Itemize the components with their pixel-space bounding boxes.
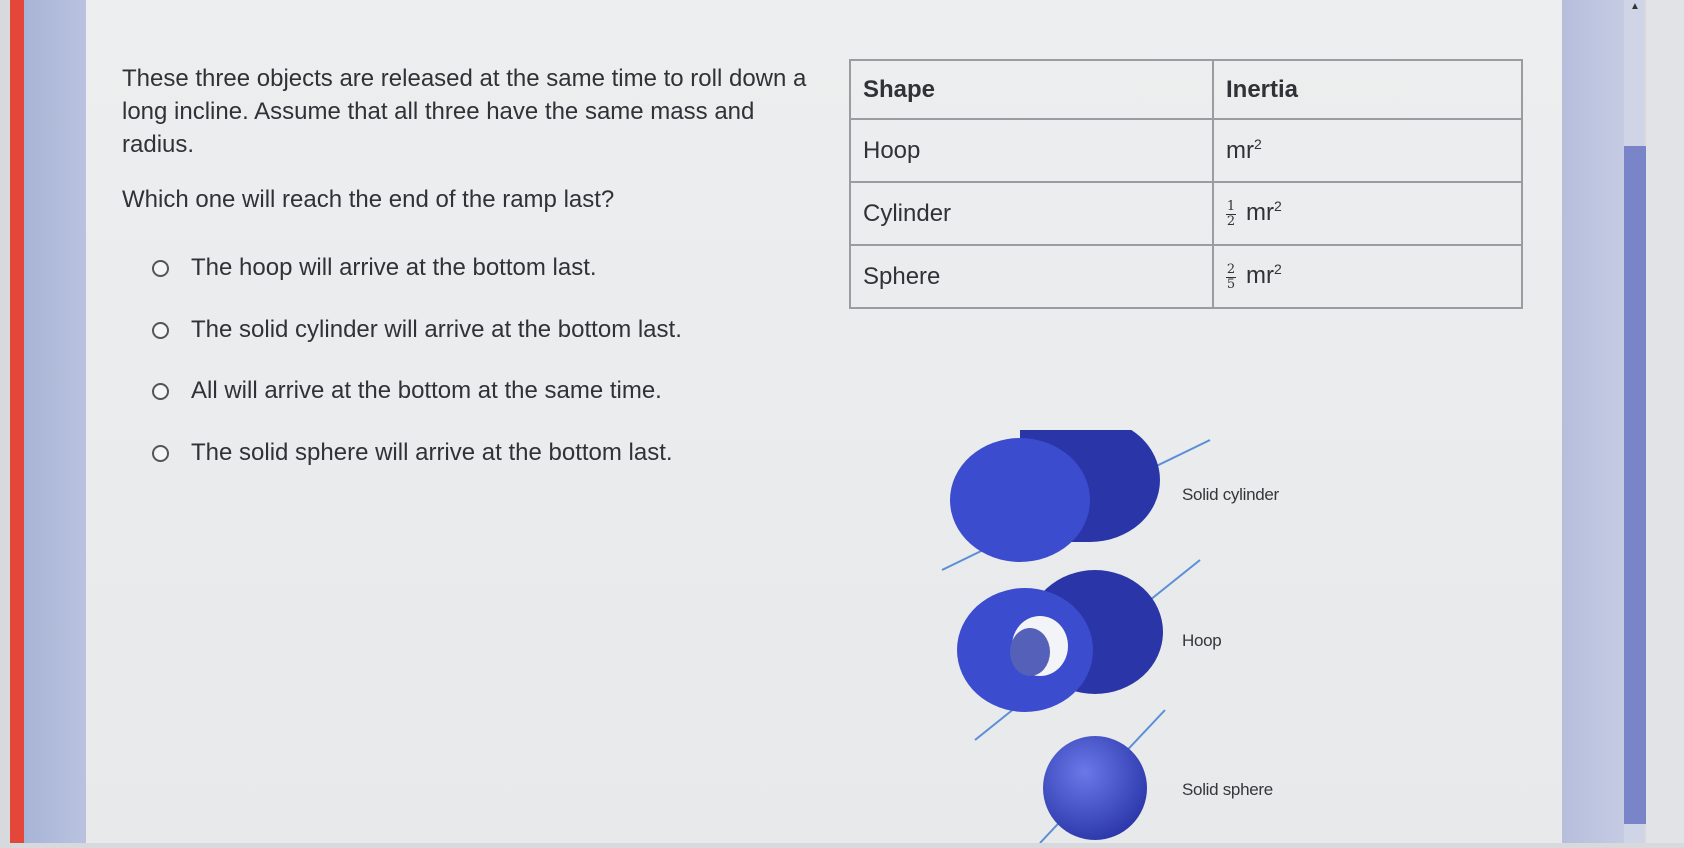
radio-button[interactable] [152, 322, 169, 339]
option-sphere[interactable] [152, 439, 673, 467]
right-margin [1562, 0, 1624, 843]
fraction-numerator: 2 [1226, 261, 1236, 277]
scrollbar-thumb[interactable] [1624, 146, 1646, 824]
screen-edge [1646, 0, 1684, 843]
inertia-cell [1213, 245, 1522, 308]
shape-cell: Hoop [850, 119, 1213, 182]
table-header: Shape [850, 60, 1213, 119]
scroll-up-arrow-icon[interactable]: ▲ [1630, 1, 1640, 12]
inertia-expression: mr [1246, 262, 1274, 290]
fraction [1226, 200, 1236, 229]
option-label: All will arrive at the bottom at the same time. [191, 377, 662, 404]
fraction [1226, 263, 1236, 292]
table-row [850, 119, 1522, 182]
label-solid-cylinder: Solid cylinder [1182, 485, 1279, 504]
exponent: 2 [1273, 261, 1282, 278]
radio-button[interactable] [152, 445, 169, 462]
solid-sphere-shape [1040, 710, 1165, 843]
shapes-diagram [930, 430, 1330, 843]
radio-button[interactable] [152, 383, 169, 400]
table-header: Inertia [1213, 60, 1522, 119]
question-prompt: Which one will reach the end of the ramp last? [122, 186, 615, 213]
option-label: The solid cylinder will arrive at the bottom last. [191, 316, 682, 343]
exponent: 2 [1273, 198, 1282, 215]
radio-button[interactable] [152, 260, 169, 277]
solid-cylinder-shape [942, 430, 1210, 570]
option-cylinder[interactable] [152, 316, 682, 344]
option-hoop[interactable] [152, 254, 597, 282]
shape-cell: Sphere [850, 245, 1213, 308]
label-solid-sphere: Solid sphere [1182, 780, 1273, 799]
shape-cell: Cylinder [850, 182, 1213, 245]
window-left-edge [10, 0, 24, 843]
inertia-table [849, 59, 1523, 309]
table-row [850, 245, 1522, 308]
inertia-expression: mr [1246, 199, 1274, 227]
table-header-row [850, 60, 1522, 119]
left-margin [24, 0, 86, 843]
fraction-numerator: 1 [1226, 198, 1236, 214]
inertia-cell [1213, 119, 1522, 182]
inertia-expression: mr [1226, 137, 1254, 164]
table-row [850, 182, 1522, 245]
option-same-time[interactable] [152, 377, 662, 405]
question-text: These three objects are released at the same time to roll down a long incline. Assume that all three have the same mass and radius. [122, 65, 807, 158]
exponent: 2 [1253, 136, 1262, 152]
option-label: The solid sphere will arrive at the bottom last. [191, 439, 673, 466]
label-hoop: Hoop [1182, 631, 1222, 650]
fraction-denominator: 2 [1226, 213, 1236, 229]
fraction-denominator: 5 [1226, 276, 1236, 292]
option-label: The hoop will arrive at the bottom last. [191, 254, 597, 281]
inertia-cell [1213, 182, 1522, 245]
